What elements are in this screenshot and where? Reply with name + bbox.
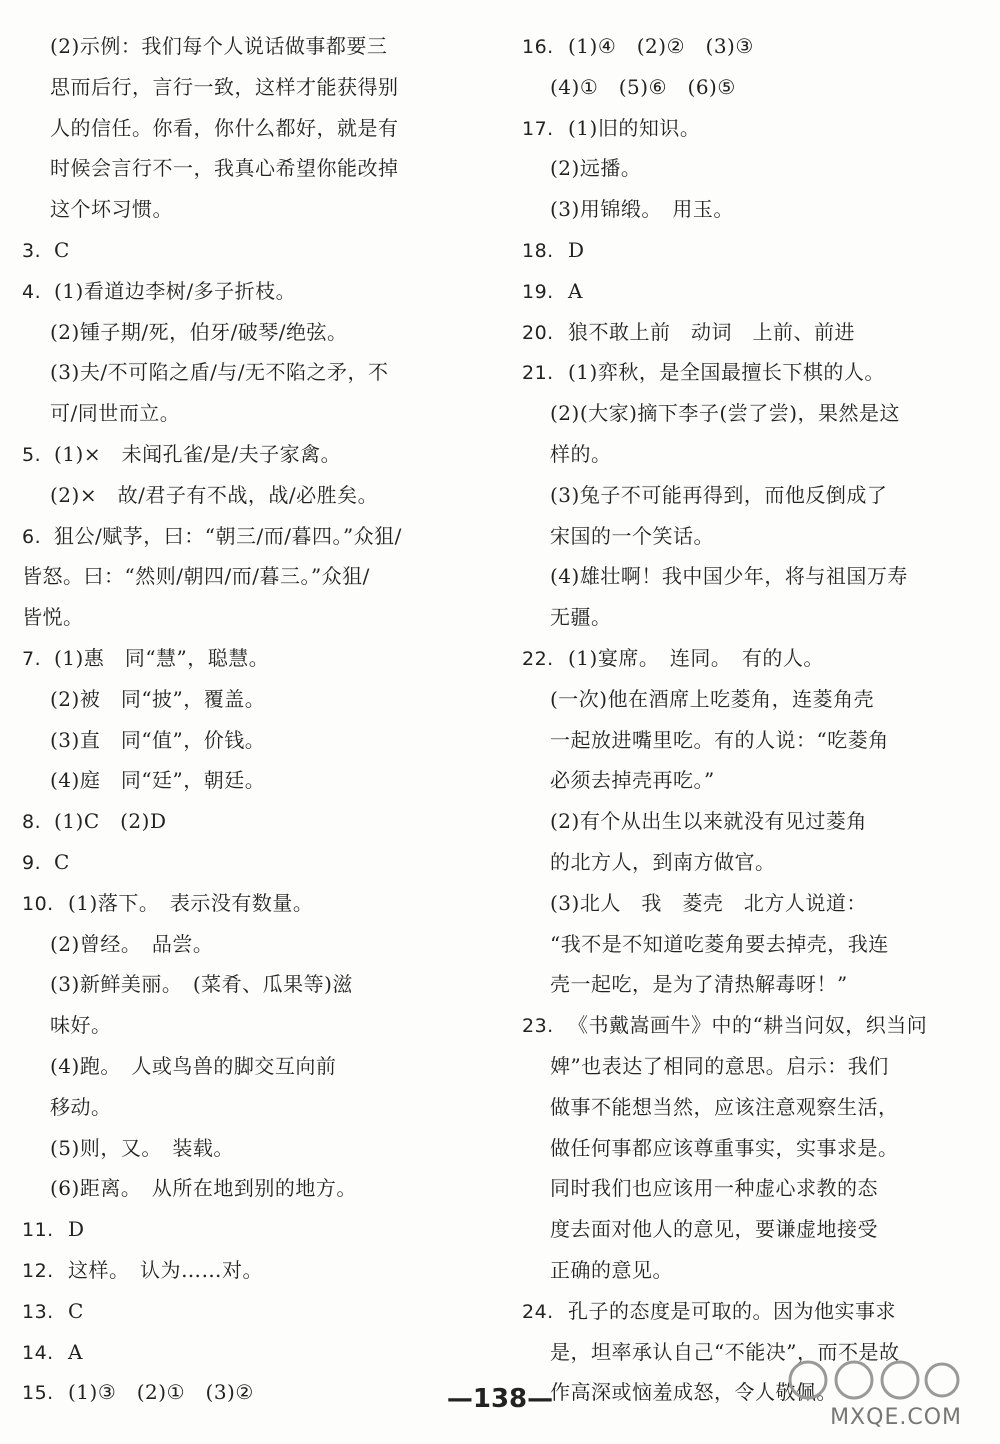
answer-text: 必须去掉壳再吃。” [550, 768, 715, 793]
answer-line [522, 312, 950, 353]
answer-text: 时候会言行不一，我真心希望你能改掉 [50, 156, 399, 181]
answer-text: 壳一起吃，是为了清热解毒呀！” [550, 972, 848, 997]
answer-text: (2)被 同“披”，覆盖。 [50, 686, 266, 711]
answer-text: (3)北人 我 菱壳 北方人说道： [550, 890, 867, 915]
answer-line [22, 475, 452, 516]
answer-text: 狙公/赋芧，曰：“朝三/而/暮四。”众狙/ [54, 523, 402, 548]
answer-line [22, 312, 452, 353]
answer-text: 可/同世而立。 [50, 401, 181, 426]
answer-line [522, 924, 950, 965]
answer-line [22, 352, 452, 393]
question-number: 22. [522, 647, 554, 670]
answer-text: (1)旧的知识。 [568, 115, 701, 140]
answer-text: 样的。 [550, 441, 612, 466]
answer-text: 无疆。 [550, 605, 612, 630]
answer-text: (1)③ (2)① (3)② [68, 1380, 254, 1405]
answer-text: 这个坏习惯。 [50, 197, 173, 222]
answer-line [522, 108, 950, 149]
answer-line [522, 1046, 950, 1087]
answer-line [522, 801, 950, 842]
answer-text: “我不是不知道吃菱角要去掉壳，我连 [550, 931, 889, 956]
answer-line [22, 883, 452, 924]
question-number: 5. [22, 443, 42, 466]
answer-line [22, 720, 452, 761]
answer-text: (2)有个从出生以来就没有见过菱角 [550, 809, 867, 834]
answer-text: (2)远播。 [550, 156, 642, 181]
question-number: 6. [22, 525, 42, 548]
answer-line [522, 760, 950, 801]
answer-text: (1)看道边李树/多子折枝。 [54, 278, 297, 303]
answer-line [22, 393, 452, 434]
answer-text: (5)则，又。 装载。 [50, 1135, 234, 1160]
answer-text: 人的信任。你看，你什么都好，就是有 [50, 115, 399, 140]
answer-text: (3)夫/不可陷之盾/与/无不陷之矛，不 [50, 360, 389, 385]
answer-line [522, 352, 950, 393]
answer-line [522, 964, 950, 1005]
answer-line [22, 556, 452, 597]
answer-text: (1)C (2)D [54, 809, 167, 834]
answer-line [22, 638, 452, 679]
answer-text: (1)弈秋，是全国最擅长下棋的人。 [568, 360, 885, 385]
answer-text: 皆悦。 [22, 605, 84, 630]
answer-line [22, 67, 452, 108]
question-number: 23. [522, 1015, 554, 1038]
answer-line [522, 720, 950, 761]
answer-text: (3)新鲜美丽。 (菜肴、瓜果等)滋 [50, 972, 353, 997]
answer-text: (1)宴席。 连同。 有的人。 [568, 645, 824, 670]
answer-line [522, 26, 950, 67]
answer-text: (4)庭 同“廷”，朝廷。 [50, 768, 266, 793]
question-number: 9. [22, 851, 42, 874]
answer-text: 同时我们也应该用一种虚心求教的态 [550, 1176, 878, 1201]
answer-text: A [68, 1339, 83, 1364]
answer-text: 狼不敢上前 动词 上前、前进 [568, 319, 855, 344]
answer-text: (1)惠 同“慧”，聪慧。 [54, 645, 270, 670]
answer-line [22, 148, 452, 189]
answer-text: (1)落下。 表示没有数量。 [68, 890, 314, 915]
answer-text: 味好。 [50, 1013, 112, 1038]
answer-line [522, 1128, 950, 1169]
answer-text: (1)④ (2)② (3)③ [568, 34, 754, 58]
question-number: 18. [522, 239, 554, 262]
answer-line [522, 1087, 950, 1128]
answer-text: 正确的意见。 [550, 1257, 673, 1282]
answer-line [22, 1209, 452, 1250]
answer-line [522, 883, 950, 924]
answer-text: 宋国的一个笑话。 [550, 523, 714, 548]
answer-line [522, 189, 950, 230]
answer-text: 一起放进嘴里吃。有的人说：“吃菱角 [550, 727, 889, 752]
answer-line [22, 964, 452, 1005]
answer-text: (6)距离。 从所在地到别的地方。 [50, 1176, 357, 1201]
answer-text: 是，坦率承认自己“不能决”，而不是故 [550, 1339, 900, 1364]
answer-text: D [568, 237, 585, 262]
question-number: 7. [22, 647, 42, 670]
question-number: 13. [22, 1300, 54, 1323]
answer-text: 这样。 认为……对。 [68, 1257, 263, 1282]
question-number: 11. [22, 1219, 54, 1242]
answer-line [522, 434, 950, 475]
answer-line [522, 475, 950, 516]
answer-text: (1)× 未闻孔雀/是/夫子家禽。 [54, 441, 342, 466]
answer-text: 思而后行，言行一致，这样才能获得别 [50, 74, 399, 99]
question-number: 14. [22, 1341, 54, 1364]
answer-text: (2)曾经。 品尝。 [50, 931, 214, 956]
question-number: 21. [522, 362, 554, 385]
answer-text: (4)跑。 人或鸟兽的脚交互向前 [50, 1053, 337, 1078]
answer-text: 婢”也表达了相同的意思。启示：我们 [550, 1053, 889, 1078]
answer-line [522, 1209, 950, 1250]
answer-line [522, 516, 950, 557]
answer-line [22, 1250, 452, 1291]
answer-text: (2)× 故/君子有不战，战/必胜矣。 [50, 482, 379, 507]
question-number: 3. [22, 239, 42, 262]
answer-text: (2)锺子期/死，伯牙/破琴/绝弦。 [50, 319, 348, 344]
answer-text: (2)(大家)摘下李子(尝了尝)，果然是这 [550, 401, 901, 426]
answer-text: A [568, 278, 583, 303]
answer-line [22, 1291, 452, 1332]
answer-line [22, 842, 452, 883]
answer-line [22, 760, 452, 801]
answer-text: 做事不能想当然，应该注意观察生活， [550, 1094, 899, 1119]
answer-line [522, 1005, 950, 1046]
question-number: 12. [22, 1259, 54, 1282]
answer-text: (4)① (5)⑥ (6)⑤ [550, 74, 736, 99]
answer-line [522, 148, 950, 189]
question-number: 19. [522, 280, 554, 303]
answer-line [22, 26, 452, 67]
answer-text: 度去面对他人的意见，要谦虚地接受 [550, 1217, 878, 1242]
answer-line [522, 393, 950, 434]
answer-line [22, 801, 452, 842]
left-column [22, 26, 452, 1413]
question-number: 20. [522, 321, 554, 344]
answer-line [22, 108, 452, 149]
answer-line [522, 556, 950, 597]
answer-text: 移动。 [50, 1094, 112, 1119]
answer-line [22, 434, 452, 475]
question-number: 8. [22, 811, 42, 834]
answer-text: 的北方人，到南方做官。 [550, 849, 776, 874]
right-column [522, 26, 950, 1413]
answer-line [522, 679, 950, 720]
answer-text: (2)示例：我们每个人说话做事都要三 [50, 34, 388, 58]
answer-line [22, 189, 452, 230]
answer-line [22, 271, 452, 312]
answer-text: (3)用锦缎。 用玉。 [550, 197, 734, 222]
page-number: —138— [446, 1384, 554, 1414]
answer-text: (3)直 同“值”，价钱。 [50, 727, 266, 752]
answer-text: 皆怒。曰：“然则/朝四/而/暮三。”众狙/ [22, 564, 370, 589]
answer-line [22, 679, 452, 720]
answer-text: 孔子的态度是可取的。因为他实事求 [568, 1298, 896, 1323]
question-number: 17. [522, 117, 554, 140]
answer-text: C [68, 1298, 84, 1323]
answer-line [522, 1168, 950, 1209]
answer-text: 《书戴嵩画牛》中的“耕当问奴，织当问 [568, 1013, 928, 1038]
answer-text: (3)兔子不可能再得到，而他反倒成了 [550, 482, 888, 507]
answer-line [522, 271, 950, 312]
answer-text: (一次)他在酒席上吃菱角，连菱角壳 [550, 686, 875, 711]
answer-text: D [68, 1217, 85, 1242]
answer-line [522, 1291, 950, 1332]
answer-line [522, 1250, 950, 1291]
answer-text: 作高深或恼羞成怒，令人敬佩。 [550, 1380, 837, 1405]
watermark-text: MXQE.COM [830, 1405, 962, 1430]
answer-line [22, 1046, 452, 1087]
answer-text: (4)雄壮啊！我中国少年，将与祖国万寿 [550, 564, 908, 589]
answer-line [522, 597, 950, 638]
answer-line [22, 597, 452, 638]
answer-text: 做任何事都应该尊重事实，实事求是。 [550, 1135, 899, 1160]
answer-line [22, 516, 452, 557]
question-number: 15. [22, 1382, 54, 1405]
answer-line [522, 638, 950, 679]
answer-line [22, 230, 452, 271]
answer-text: C [54, 849, 70, 874]
question-number: 24. [522, 1300, 554, 1323]
answer-text: C [54, 237, 70, 262]
answer-line [22, 924, 452, 965]
answer-line [22, 1332, 452, 1373]
answer-line [522, 230, 950, 271]
answer-line [22, 1005, 452, 1046]
answer-line [522, 842, 950, 883]
question-number: 16. [522, 36, 554, 58]
question-number: 4. [22, 280, 42, 303]
answer-line [22, 1128, 452, 1169]
answer-line [22, 1087, 452, 1128]
answer-line [522, 67, 950, 108]
answer-line [22, 1168, 452, 1209]
question-number: 10. [22, 892, 54, 915]
